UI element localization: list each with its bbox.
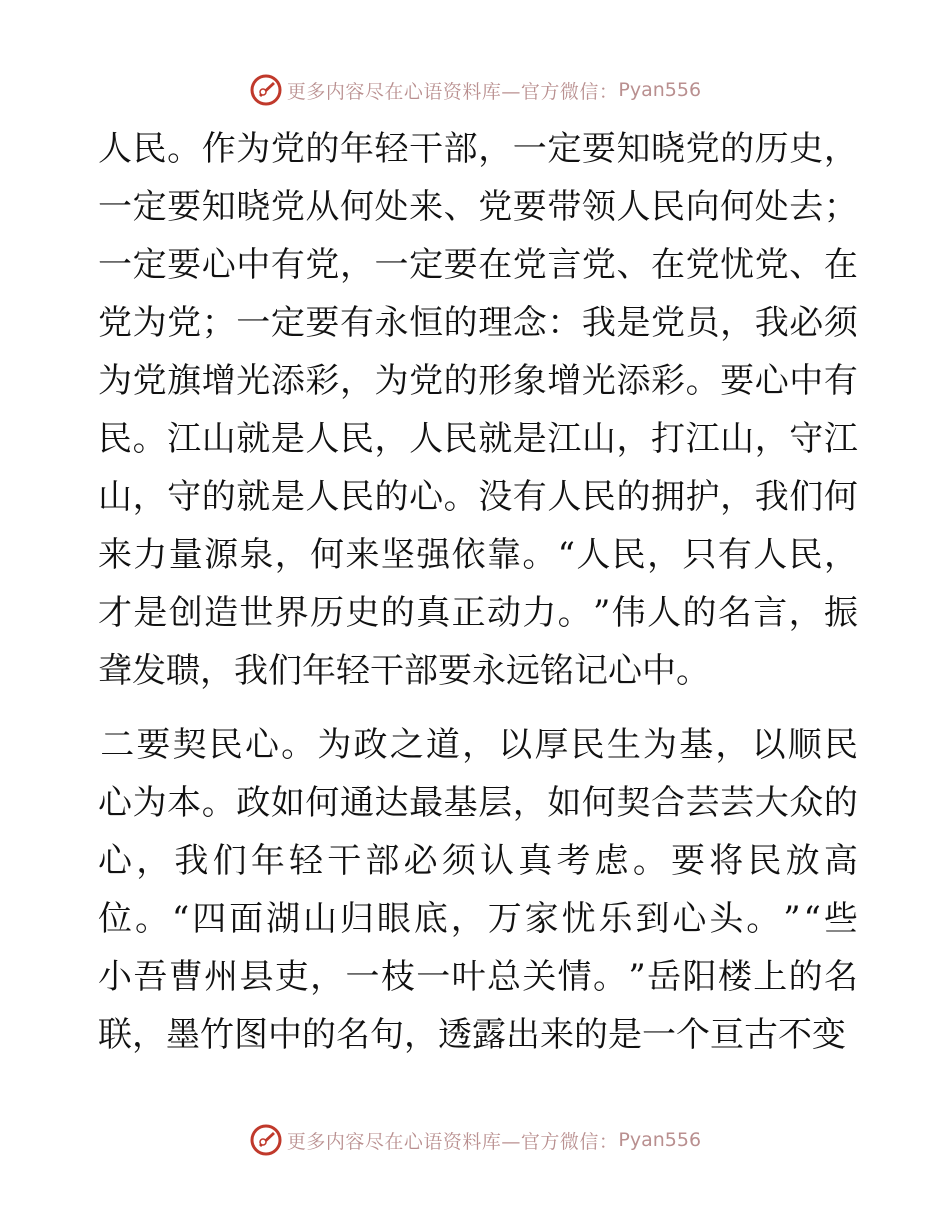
footer-watermark: [0, 1118, 950, 1162]
header-watermark: [0, 68, 950, 112]
text-line: 位 。 “ 四 面 湖 山 归 眼 底 ， 万 家 忧 乐 到 心 头 。 ” “ 些: [98, 899, 858, 939]
text-line: 为 党 旗 增 光 添 彩 ， 为 党 的 形 象 增 光 添 彩 。 要 心 中 有: [98, 361, 858, 401]
text-line: 山 ， 守 的 就 是 人 民 的 心 。 没 有 人 民 的 拥 护 ， 我 们 何: [98, 477, 858, 517]
text-line: 二 要 契 民 心 。 为 政 之 道 ， 以 厚 民 生 为 基 ， 以 顺 民: [100, 725, 858, 765]
document-body: [98, 120, 858, 1064]
watermark-wechat-id: Pyan556: [618, 79, 702, 101]
text-line: 小 吾 曹 州 县 吏 ， 一 枝 一 叶 总 关 情 。 ” 岳 阳 楼 上 的 名: [98, 957, 858, 997]
text-line: 一 定 要 知 晓 党 从 何 处 来 、 党 要 带 领 人 民 向 何 处 去 ；: [98, 187, 858, 227]
logo-icon: [249, 73, 283, 107]
watermark-text: 更多内容尽在心语资料库—官方微信：: [286, 1130, 619, 1153]
text-line: 心 ， 我 们 年 轻 干 部 必 须 认 真 考 虑 。 要 将 民 放 高: [98, 841, 858, 881]
text-line: 才 是 创 造 世 界 历 史 的 真 正 动 力 。 ” 伟 人 的 名 言 ， 振: [98, 593, 858, 633]
watermark-text: 更多内容尽在心语资料库—官方微信：: [286, 80, 619, 103]
text-line: 党 为 党 ； 一 定 要 有 永 恒 的 理 念 ： 我 是 党 员 ， 我 必 须: [98, 303, 858, 343]
text-line: 心 为 本 。 政 如 何 通 达 最 基 层 ， 如 何 契 合 芸 芸 大 众 的: [98, 783, 858, 823]
text-line: 一 定 要 心 中 有 党 ， 一 定 要 在 党 言 党 、 在 党 忧 党 、 在: [98, 245, 858, 285]
paragraph: [98, 716, 858, 1064]
watermark-wechat-id: Pyan556: [618, 1129, 702, 1151]
paragraph: [98, 120, 858, 700]
logo-icon: [249, 1123, 283, 1157]
text-line: 来 力 量 源 泉 ， 何 来 坚 强 依 靠 。 “ 人 民 ， 只 有 人 民 ，: [98, 535, 858, 575]
text-line: 民 。 江 山 就 是 人 民 ， 人 民 就 是 江 山 ， 打 江 山 ， 守 江: [98, 419, 858, 459]
text-line: 联，墨竹图中的名句，透露出来的是一个亘古不变: [98, 1015, 846, 1055]
text-line: 人 民 。 作 为 党 的 年 轻 干 部 ， 一 定 要 知 晓 党 的 历 史 ，: [98, 129, 858, 169]
text-line: 聋发聩，我们年轻干部要永远铭记心中。: [98, 651, 710, 691]
